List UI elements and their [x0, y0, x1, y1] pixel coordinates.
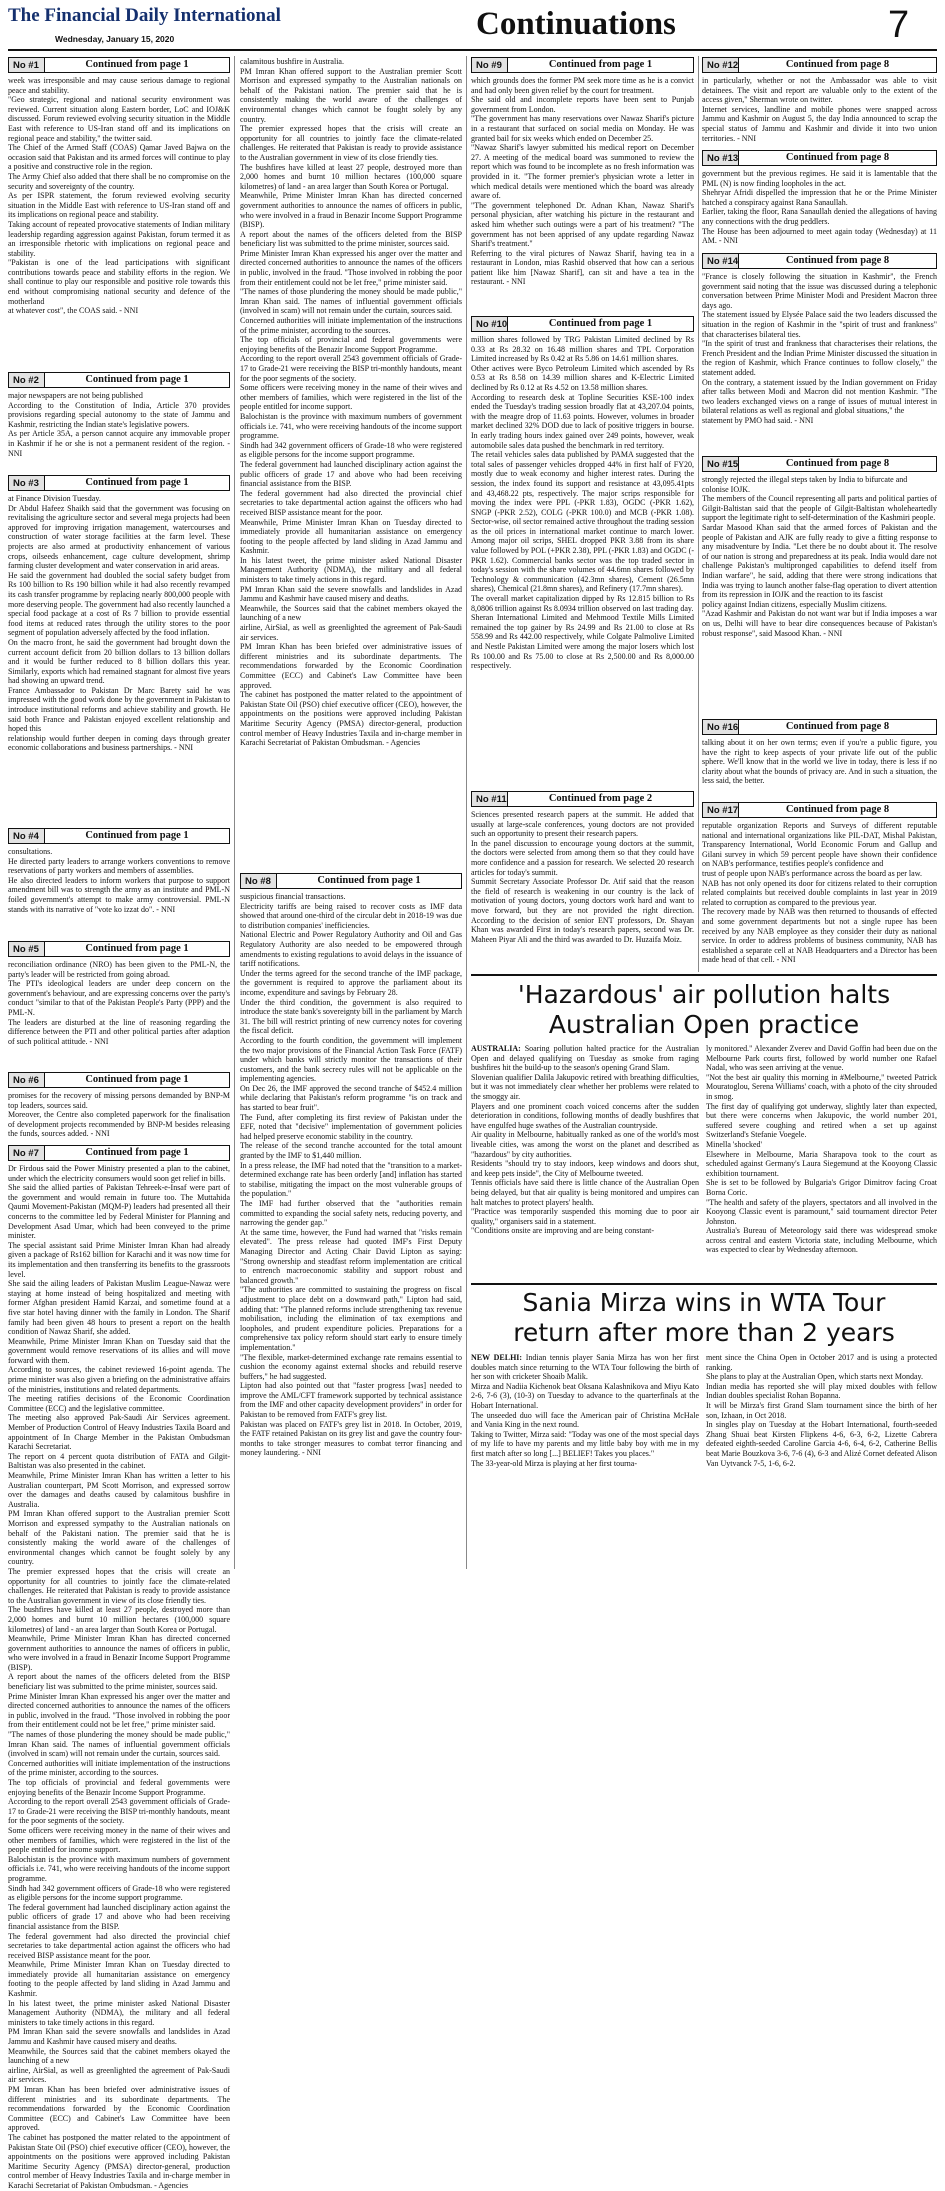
- continuation-caption: Continued from page 8: [785, 721, 890, 732]
- story-headline: [471, 1288, 937, 1348]
- continuation-caption: Continued from page 1: [85, 374, 189, 385]
- continuation-text: reputable organization Reports and Surveys of different reputable national and international organizations like PIL-DAT, Mishal Pakistan, Transparency International, World Economic Forum and Gallup and Gilani survey in which 59 percent people have shown their confidence on NAB's performance, testifies people's confidence and trust of people upon NAB's performance across the board as per law. NAB has not only opened its door for citizens related to their corruption related complaints but received double complaints in last year in 2019 related to corruption as compared to the previous year. The recovery made by NAB was then returned to thousands of effected and some government departments but not a single rupee has been received by any NAB employee as they consider their duty as national service. In order to address problems of business community, NAB has established a separate cell at NAB Headquarters and a Director has been made head of that cell. - NNI: [702, 821, 937, 965]
- continuation-block: [8, 475, 230, 822]
- continuation-block: [471, 316, 694, 785]
- continuation-block: [8, 1145, 230, 2190]
- continuation-header: [240, 873, 462, 889]
- continuation-text: talking about it on her own terms; even if you're a public figure, you have the right to keep aspects of your private life out of the public sphere. We'll know that in the world we live in today, there is less if no clarity about what the bounds of privacy are. And in such a situation, the less said, the better.: [702, 738, 937, 786]
- continuation-text: promises for the recovery of missing persons demanded by BNP-M top leaders, sources said. Moreover, the Centre also completed paperwork for the finalisation of development projects recommended by BNP-M besides releasing the funds, sources added. - NNI: [8, 1091, 230, 1139]
- continuation-text: major newspapers are not being published According to the Constitution of India, Article 370 provides provisions regarding special autonomy to the state of Jammu and Kashmir, restricting the Indian state's legislative powers. As per Article 35A, a person cannot acquire any immovable proper in Kashmir if he or she is not a permanent resident of the region. - NNI: [8, 391, 230, 458]
- continuation-text: consultations. He directed party leaders to arrange workers conventions to remove reservations of party workers and members of assemblies. He also directed leaders to inform workers that purpose to support amendment bill was to strength the army as an institute and PML-N foiled government's attempt to make army controversial. PML-N stands with its narrative of "vote ko izzat do". - NNI: [8, 847, 230, 914]
- headline-line: return after more than 2 years: [513, 1318, 895, 1347]
- continuation-header: [471, 316, 694, 332]
- continuation-caption: Continued from page 8: [785, 152, 890, 163]
- continuation-text: strongly rejected the illegal steps taken by India to bifurcate and colonise IOJK. The members of the Council representing all parts and political parties of Gilgit-Baltistan said that the people of Gilgit-Baltistan wholeheartedly support the legitimate right to self-determination of the Kashmiri people. Sardar Masood Khan said that the armed forces of Pakistan and the people of Pakistan and AJK are fully ready to give a fitting response to any misadventure by India. "Let there be no doubt about it. The resolve of our nation is strong and preparedness at its peak. India would dare not challenge Pakistan's multipronged capabilities to defend itself from Indian warfare", he said, adding that there were strong indications that India was trying to launch another false-flag operation to divert attention from its repression in IOJK and the reaction to its fascist policy against Indian citizens, especially Muslim citizens. "Azad Kashmir and Pakistan do not want war but if India imposes a war on us, Delhi will have to bear dire consequences because of Pakistan's robust response", said Masood Khan. - NNI: [702, 475, 937, 638]
- continuation-text: at Finance Division Tuesday. Dr Abdul Hafeez Shaikh said that the government was focusing on revitalising the agriculture sector and several mega projects had been approved for improving irrigation management, watercourses and construction of water storage facilities at the farm level. These projects are also armed at productivity enhancement of various crops, oilseeds enhancement, cage culture development, shrimp farming cluster development and water conservation in arid areas. He said the government had doubled the social safety budget from Rs 100 billion to Rs 190 billion while it had also recently revamped its cash transfer programme by replacing nearly 800,000 people with more deserving people. The government had also recently launched a special food package at a cost of Rs 7 billion to provide essential food items at reduced rates through the utility stores to the poor segment of population adversely affected by the food inflation. On the macro front, he said the government had brought down the current account deficit from 20 billion dollars to 13 billion dollars and it would be further reduced to 8 billion dollars this year. Similarly, exports which had remained stagnant for almost five years had showing an upward trend. France Ambassador to Pakistan Dr Marc Barety said he was impressed with the good work done by the government in Pakistan to introduce institutional reforms and achieve stability and growth. He said both France and Pakistan enjoyed excellent relationship and hoped this relationship would further deepen in coming days through greater economic collaborations and business partnerships. - NNI: [8, 494, 230, 753]
- continuation-header: [8, 941, 230, 957]
- continuation-block: [471, 791, 694, 970]
- continuation-header: [702, 802, 937, 818]
- continuation-caption: Continued from page 8: [785, 458, 890, 469]
- continuation-header: [702, 253, 937, 269]
- continuation-block: [702, 57, 937, 144]
- continuation-block: [702, 802, 937, 991]
- continuation-header: [8, 475, 230, 491]
- continuation-header: [8, 57, 230, 73]
- story-column: [471, 1353, 699, 1571]
- continuation-number: No #11: [472, 792, 508, 806]
- newspaper-brand: The Financial Daily International: [8, 5, 281, 26]
- continuation-number: No #13: [703, 151, 739, 165]
- continuation-number: No #10: [472, 317, 508, 331]
- continuation-header: [702, 456, 937, 472]
- continuation-caption: Continued from page 1: [85, 1074, 189, 1085]
- continuation-header: [702, 57, 937, 73]
- continuation-block: [8, 941, 230, 1066]
- story-column: ly monitored." Alexander Zverev and David Goffin had been due on the Melbourne Park courts first, followed by world number one Rafael Nadal, who was seen arriving at the venue. "Not the best air quality this morning in #Melbourne," tweeted Patrick Mouratoglou, Serena Williams' coach, with a photo of the city shrouded in smog. The first day of qualifying got underway, slightly later than expected, but there were concerns when Jakupovic, the world number 201, suffered severe coughing and retired when a set up against Switzerland's Stefanie Voegele. Minella 'shocked' Elsewhere in Melbourne, Maria Sharapova took to the court as scheduled against Germany's Laura Siegemund at the Kooyong Classic exhibition tournament. She is set to be followed by Bulgaria's Grigor Dimitrov facing Croat Borna Coric. "The health and safety of the players, spectators and all involved in the Kooyong Classic event is paramount," said tournament director Peter Johnston. Australia's Bureau of Meteorology said there was widespread smoke across central and eastern Victoria state, including Melbourne, which was expected to clear by Wednesday afternoon.: [706, 1044, 937, 1255]
- continuation-caption: Continued from page 2: [548, 793, 653, 804]
- continuation-number: No #12: [703, 58, 739, 72]
- continuation-text: Sciences presented research papers at the summit. He added that usually at large-scale conferences, young doctors are not provided such an opportunity to present their research papers. In the panel discussion to encourage young doctors at the summit, the doctors were selected from among them so that they could have more confidence and a passion for research. We selected 20 research articles for today's summit. Summit Secretary Associate Professor Dr. Atif said that the reason the field of research is weakening in our country is the lack of motivation of young doctors, young doctors work hard and want to move forward, but they are not provided the right direction. According to the decision of senior ENT professors, Dr. Shayan Khan was awarded First in today's research papers, second was Dr. Maheen Piyar Ali and the third was awarded to Dr. Huzaifa Moiz.: [471, 810, 694, 944]
- continuation-block: [702, 253, 937, 450]
- continuation-number: No #9: [472, 58, 508, 72]
- headline-line: Australian Open practice: [548, 1010, 860, 1039]
- continuation-number: No #2: [9, 373, 45, 387]
- continuation-caption: Continued from page 1: [85, 477, 189, 488]
- continuation-caption: Continued from page 1: [548, 318, 653, 329]
- continuation-number: No #17: [703, 803, 739, 817]
- continuation-caption: Continued from page 1: [548, 59, 653, 70]
- continuation-number: No #14: [703, 254, 739, 268]
- continuation-caption: Continued from page 8: [785, 804, 890, 815]
- continuation-block: [8, 57, 230, 366]
- continuation-text: "France is closely following the situation in Kashmir", the French government said noting that the issue was discussed during a telephonic conversation between Prime Minister Modi and President Macron three days ago. The statement issued by Elysée Palace said the two leaders discussed the situation in the region of Kashmir in the "spirit of trust and frankness" that characterises bilateral ties. "In the spirit of trust and frankness that characterises their relations, the French President and the Indian Prime Minister discussed the situation in the region of Kashmir, which France continues to follow closely," the statement added. On the contrary, a statement issued by the Indian government on Friday after talks between Modi and Macron did not mention Kashmir. "The two leaders exchanged views on a range of issues of mutual interest in bilateral relations as well as regional and global situations," the statement by PMO had said. - NNI: [702, 272, 937, 425]
- continuation-header: [8, 1072, 230, 1088]
- continuation-block: [8, 372, 230, 469]
- continuation-text: government but the previous regimes. He said it is lamentable that the PML (N) is now finding loopholes in the act. Shehryar Afridi dispelled the impression that he or the Prime Minister hatched a conspiracy against Rana Sanaullah. Earlier, taking the floor, Rana Sanaullah denied the allegations of having any connections with the drug peddlers. The House has been adjourned to meet again today (Wednesday) at 11 AM. - NNI: [702, 169, 937, 246]
- story-rule: [471, 1283, 937, 1285]
- story-text: Soaring pollution halted practice for the Australian Open and delayed qualifying on Tuesday as smoke from raging bushfires hit the build-up to the season's opening Grand Slam. Slovenian qualifier Dalila Jakupovic retired with breathing difficulties, but it was not immediately clear whether her problems were related to the smoggy air. Players and one prominent coach voiced concerns after the sudden deterioration in conditions, following months of deadly bushfires that have engulfed huge swathes of the Australian countryside. Air quality in Melbourne, habitually ranked as one of the world's most liveable cities, was among the worst on the planet and described as "hazardous" by city authorities. Residents "should try to stay indoors, keep windows and doors shut, and keep pets inside", the City of Melbourne tweeted. Tennis officials have said there is little chance of the Australian Open being delayed, but that air quality is being monitored and umpires can halt matches to protect players' health. "Practice was temporarily suspended this morning due to poor air quality," organisers said in a statement. "Conditions onsite are improving and are being constant-: [471, 1044, 699, 1236]
- continuation-number: No #8: [241, 874, 277, 888]
- continuation-number: No #5: [9, 942, 45, 956]
- headline-line: 'Hazardous' air pollution halts: [517, 980, 891, 1009]
- continuation-caption: Continued from page 1: [317, 875, 421, 886]
- continuation-header: [8, 1145, 230, 1161]
- continuation-block: [702, 150, 937, 247]
- continuation-number: No #4: [9, 829, 45, 843]
- continuation-caption: Continued from page 1: [85, 1147, 189, 1158]
- headline-line: Sania Mirza wins in WTA Tour: [522, 1288, 886, 1317]
- column-3: [471, 57, 694, 969]
- story-column: ment since the China Open in October 2017 and is using a protected ranking. She plans to play at the Australian Open, which starts next Monday. Indian media has reported she will play mixed doubles with fellow Indian doubles specialist Rohan Bopanna. It will be Mirza's first Grand Slam tournament since the birth of her son, Izhaan, in Oct 2018. In singles play on Tuesday at the Hobart International, fourth-seeded Zhang Shuai beat Kirsten Flipkens 4-6, 6-3, 6-2, Lizette Cabrera defeated eighth-seeded Caroline Garcia 4-6, 6-4, 6-2, Catherine Bellis beat Marie Bouzkova 3-6, 7-6 (4), 6-3 and Alizé Cornet defeated Alison Van Uytvanck 7-5, 1-6, 6-2.: [706, 1353, 937, 1468]
- continuation-number: No #15: [703, 457, 739, 471]
- issue-date: Wednesday, January 15, 2020: [55, 34, 175, 44]
- story-dateline: NEW DELHI:: [471, 1353, 523, 1362]
- continuation-caption: Continued from page 8: [785, 255, 890, 266]
- section-title: Continuations: [476, 6, 676, 42]
- continuation-number: No #16: [703, 720, 739, 734]
- story-text: Indian tennis player Sania Mirza has won her first doubles match since returning to the WTA Tour following the birth of her son with cricketer Shoaib Malik. Mirza and Nadiia Kichenok beat Oksana Kalashnikova and Miyu Kato 2-6, 7-6 (3), (10-3) on Tuesday to advance to the quarterfinals at the Hobart International. The unseeded duo will face the American pair of Christina McHale and Vania King in the next round. Taking to Twitter, Mirza said: "Today was one of the most special days of my life to have my parents and my little baby boy with me in my first match after so long [...] BELIEF! Takes you places." The 33-year-old Mirza is playing at her first tourna-: [471, 1353, 700, 1468]
- continuation-number: No #3: [9, 476, 45, 490]
- continuation-header: [702, 150, 937, 166]
- column-divider: [466, 56, 467, 1569]
- continuation-text: week was irresponsible and may cause serious damage to regional peace and stability. "Geo strategic, regional and national security environment was reviewed. Current situation along Eastern border, LoC and IOJ&K discussed. Forum reviewed evolving security situation in the Middle East with reference to US-Iran stand off and its implications on regional peace and stability," the twitter said. The Chief of the Armed Staff (COAS) Qamar Javed Bajwa on the occasion said that Pakistan and its armed forces will continue to play a positive and constructive role in the region. The Army Chief also added that there shall be no compromise on the security and sovereignty of the country. As per ISPR statement, the forum reviewed evolving security situation in the Middle East with reference to US-Iran stand off and its implications on regional peace and stability. Taking account of repeated provocative statements of Indian military leadership regarding aggression against Pakistan, forum termed it as an irresponsible rhetoric with implications on regional peace and stability. "Pakistan is one of the lead participations with significant contributions towards peace and stability efforts in the region. We shall continue to play our responsible and positive role towards this end without compromising national security and defence of the motherland at whatever cost", the COAS said. - NNI: [8, 76, 230, 316]
- column-1: [8, 57, 230, 2190]
- continuation-text: suspicious financial transactions. Electricity tariffs are being raised to recover costs as IMF data showed that around one-third of the circular debt in 2018-19 was due to distribution companies' inefficiencies. National Electric and Power Regulatory Authority and Oil and Gas Regulatory Authority are also needed to be empowered through amendments to existing regulations to avoid delays in the issuance of tariff notifications. Under the terms agreed for the second tranche of the IMF package, the government is required to approve the parliament about its income, expenditure and savings by February 28. Under the third condition, the government is also required to introduce the state bank's sovereignty bill in the parliament by March 31. The bill will restrict printing of new currency notes for covering the fiscal deficit. According to the fourth condition, the government will implement the two major provisions of the Financial Action Task Force (FATF) under which banks will strictly monitor the transactions of their customers, and the bank secrecy rules will not be applicable on the implementing agencies. On Dec 26, the IMF approved the second tranche of $452.4 million while declaring that Pakistan's reform programme "is on track and has started to bear fruit". The Fund, after completing its first review of Pakistan under the EFF, noted that "decisive" implementation of government policies had helped preserve economic stability in the country. The release of the second tranche accounted for the total amount granted by the IMF to $1,440 million. In a press release, the IMF had noted that the "transition to a market-determined exchange rate has been orderly [and] inflation has started to stabilise, mitigating the impact on the most vulnerable groups of the population." The IMF had further observed that the "authorities remain committed to expanding the social safety nets, reducing poverty, and narrowing the gender gap." At the same time, however, the Fund had warned that "risks remain elevated". The press release had quoted IMF's First Deputy Managing Director and Acting Chair David Lipton as saying: "Strong ownership and steadfast reform implementation are critical to entrench macroeconomic stability and support robust and balanced growth." "The authorities are committed to sustaining the progress on fiscal adjustment to place debt on a downward path," Lipton had said, adding that: "The planned reforms include strengthening tax revenue mobilisation, including the elimination of tax exemptions and loopholes, and prudent expenditure policies. Preparations for a comprehensive tax policy reform should start early to ensure timely implementation." "The flexible, market-determined exchange rate remains essential to cushion the economy against external shocks and rebuild reserve buffers," he had suggested. Lipton had also pointed out that "faster progress [was] needed to improve the AML/CFT framework supported by technical assistance from the IMF and other capacity development providers" in order for Pakistan to be removed from FATF's grey list. Pakistan was placed on FATF's grey list in 2018. In October, 2019, the FATF retained Pakistan on its grey list and gave the country four-months to take stronger measures to combat terror financing and money laundering. - NNI: [240, 892, 462, 1458]
- continuation-caption: Continued from page 1: [85, 943, 189, 954]
- continuation-number: No #7: [9, 1146, 45, 1160]
- continuation-text: Dr Firdous said the Power Ministry presented a plan to the cabinet, under which the electricity consumers would soon get relief in bills. She said the allied parties of Pakistan Tehreek-e-Insaf were part of the government and would remain in future too. The Muttahida Qaumi Movement-Pakistan (MQM-P) leaders had presented all their concerns to the committee led by Federal Minister for Planning and Development Asad Umar, which had been conveyed to the prime minister. The special assistant said Prime Minister Imran Khan had already given a package of Rs162 billion for Karachi and it was now time for its implementation and then transferring its benefits to the grassroots level. She said the ailing leaders of Pakistan Muslim League-Nawaz were staying at home instead of being hospitalized and meeting with former Afghan president Hamid Karzai, and sometime found at a five star hotel having dinner with the family in London. The Sharif family had been given 48 hours to present a report on the health condition of Nawaz Sharif, she added. Meanwhile, Prime Minister Imran Khan on Tuesday said that the government would remove reservations of its allies and will move forward with them. According to sources, the cabinet reviewed 16-point agenda. The prime minister was also given a briefing on the administrative affairs of the ministries, institutions and related departments. The meeting ratifies decisions of the Economic Coordination Committee (ECC) and the legislative committee. The meeting also approved Pak-Saudi Air Services agreement. Member of Production Control of Heavy Industries Taxila Board and appointment of In Charge Member in the Pakistan Ombudsman Karachi Secretariat. The report on 4 percent quota distribution of FATA and Gilgit-Baltistan was also presented in the cabinet. Meanwhile, Prime Minister Imran Khan has written a letter to his Australian counterpart, PM Scott Morrison, and expressed sorrow over the damages and deaths caused by calamitous bushfire in Australia. PM Imran Khan offered support to the Australian premier Scott Morrison and expressed sympathy to the Australian nationals on behalf of the Pakistani nation. The premier said that he is consistently making the world aware of the challenges of environmental changes which cannot be fought solely by any country. The premier expressed hopes that the crisis will create an opportunity for all countries to jointly face the climate-related challenges. He reiterated that Pakistan is ready to provide assistance to the Australian government in view of its close friendly ties. The bushfires have killed at least 27 people, destroyed more than 2,000 homes and burnt 10 million hectares (100,000 square kilometres) of land - an area larger than South Korea or Portugal. Meanwhile, Prime Minister Imran Khan has directed concerned government authorities to announce the names of officers in public, who were involved in a fraud in Benazir Income Support Programme (BISP). A report about the names of the officers deleted from the BISP beneficiary list was submitted to the prime minister, sources said. Prime Minister Imran Khan expressed his anger over the matter and directed concerned authorities to announce the names of the officers in public, involved in the fraud. "Those involved in robbing the poor from their entitlement could not be let free," prime minister said. "The names of those plundering the money should be made public," Imran Khan said. The names of influential government officials (involved in scam) will not remain under the curtain, sources said. Concerned authorities will initiate implementation of the instructions of the prime minister, according to the sources. The top officials of provincial and federal governments were enjoying benefits of the Benazir Income Support Programme. According to the report overall 2543 government officials of Grade-17 to Grade-21 were receiving the BISP tri-monthly handouts, meant for the poor segments of the society. Some officers were receiving money in the name of their wives and other members of families, which were registered in the list of the people entitled for income support. Balochistan is the province with maximum numbers of government officials i.e. 741, who were receiving handouts of the income support programme. Sindh had 342 government officers of Grade-18 who were registered as eligible persons for the income support programme. The federal government had launched disciplinary action against the public officers of grade 17 and above who had been receiving financial assistance from the BISP. The federal government had also directed the provincial chief secretaries to take departmental action against the officers who had received BISP assistance meant for the poor. Meanwhile, Prime Minister Imran Khan on Tuesday directed to immediately provide all humanitarian assistance on emergency footing to the people affected by land sliding in Azad Jammu and Kashmir. In his latest tweet, the prime minister asked National Disaster Management Authority (NDMA), the military and all federal ministers to take timely actions in this regard. PM Imran Khan said the severe snowfalls and landslides in Azad Jammu and Kashmir have caused misery and deaths. Meanwhile, the Sources said that the cabinet members okayed the launching of a new airline, AirSial, as well as greenlighted the agreement of Pak-Saudi air services. PM Imran Khan has been briefed over administrative issues of different ministries and its subordinate departments. The recommendations forwarded by the Economic Coordination Committee (ECC) and Cabinet's Law Committee have been approved. The cabinet has postponed the matter related to the appointment of Pakistan State Oil (PSO) chief executive officer (CEO), however, the appointments on the positions were approved including Pakistan Maritime Security Agency (PMSA) director-general, production control member of Heavy Industries Taxila and in-charge member in Karachi Secretariat of Pakistan Ombudsman. - Agencies: [8, 1164, 230, 2190]
- page-number: 7: [888, 4, 910, 46]
- continuation-block: [702, 719, 937, 796]
- continuation-caption: Continued from page 1: [85, 830, 189, 841]
- continuation-text: reconciliation ordinance (NRO) has been given to the PML-N, the party's leader will be restricted from going abroad. The PTI's ideological leaders are under deep concern on the government's behaviour, and are expressing concerns over the party's conduct "similar to that of the Pakistan People's Party (PPP) and the PML-N. The leaders are disturbed at the line of reasoning regarding the difference between the PTI and other political parties after adaption of such political attitude. - NNI: [8, 960, 230, 1046]
- masthead-rule: [8, 49, 937, 51]
- continuation-text: million shares followed by TRG Pakistan Limited declined by Rs 0.33 at Rs 28.32 on 16.48 million shares and TPL Corporation Limited increased by Rs 0.42 at Rs 5.86 on 14.61 million shares. Other actives were Byco Petroleum Limited which ascended by Rs 0.53 at Rs 8.58 on 14.39 million shares and K-Electric Limited declined by Rs 0.12 at Rs 4.52 on 13.58 million shares. According to research desk at Topline Securities KSE-100 index ended the Tuesday's trading session broadly flat at 43,207.04 points, with the meagre drop of 11.63 points. However, volumes in broader market declined 32% DOD due to lack of positive triggers in bourse. In early trading hours index gained over 249 points, however, weak automobile sales data pushed the benchmark in red territory. The retail vehicles sales data published by PAMA suggested that the total sales of passenger vehicles dropped 44% in first half of FY20, mostly due to weak economy and higher interest rates. During the session, the index found its support and resistance at 43,095.41pts and 43,468.22 pts, respectively. The major scrips responsible for moving the index were PPL (-PKR 1.83), OGDC (-PKR 1.62), SNGP (-PKR 2.52), COLG (-PKR 100.0) and MCB (-PKR 1.08). Sector-wise, oil sector remained active throughout the trading session as the oil prices in international market continue to march lower. Among major oil scrips, SHEL dropped PKR 3.88 from its share value followed by POL (+PKR 2.38), PPL (-PKR 1.83) and OGDC (-PKR 1.62). Commercial banks sector was the top traded sector in today's session with the share volumes of 44.6mn shares followed by Technology & communication (42.3mn shares), Cement (26.5mn shares), Chemical (21.8mn shares), and Refinery (17.7mn shares). The overall market capitalization dipped by Rs 12.815 billion to Rs 8,0806 trillion against Rs 8.0934 trillion observed on last trading day. Sheran International Limited and Mehmood Textile Mills Limited remained the top gainer by Rs 24.99 and Rs 21.00 to close at Rs 558.99 and Rs 442.00 respectively, while Colgate Palmolive Limited and Nestle Pakistan Limited were among the major losers which lost Rs 100.00 and Rs 75.00 to close at Rs 2,500.00 and Rs 8,000.00 respectively.: [471, 335, 694, 671]
- story-dateline: AUSTRALIA:: [471, 1044, 521, 1053]
- continuation-header: [8, 828, 230, 844]
- continuation-block: [8, 828, 230, 935]
- continuation-caption: Continued from page 8: [785, 59, 890, 70]
- column-divider: [234, 56, 235, 1569]
- column-divider: [698, 56, 699, 972]
- continuation-text: which grounds does the former PM seek more time as he is a convict and had only been given relief by the court for treatment. She said old and incomplete reports have been sent to Punjab government from London. "The government has many reservations over Nawaz Sharif's picture in a restaurant that surfaced on social media on Monday. He was granted bail for six weeks which ended on December 25. "Nawaz Sharif's lawyer submitted his medical report on December 27. A meeting of the medical board was summoned to review the report which was found to be incomplete as no fresh information was provided in it. "The former premier's physician wrote a letter in which medical details were mentioned which the board was already aware of. "The government telephoned Dr. Adnan Khan, Nawaz Sharif's personal physician, after watching his picture in the restaurant and asked him whether such outings were a part of his treatment? "The government has not been apprised of any update regarding Nawaz Sharif's treatment." Referring to the viral pictures of Nawaz Sharif, having tea in a restaurant in London, mias Rashid observed that how can a serious patient like him [Nawaz Sharif], can sit and have a tea in the restaurant. - NNI: [471, 76, 694, 287]
- continuation-header: [471, 57, 694, 73]
- continuation-block: [702, 456, 937, 713]
- continuation-caption: Continued from page 1: [85, 59, 189, 70]
- story-rule: [471, 974, 937, 976]
- continuation-text: in particularly, whether or not the Ambassador was able to visit detainees. The visit and report are valuable only to the extent of the access given," Sherman wrote on twitter. Internet services, landline and mobile phones were snapped across Jammu and Kashmir on August 5, the day India announced to scrap the special status of Jammu and Kashmir and divide it into two union territories. - NNI: [702, 76, 937, 143]
- continuation-number: No #1: [9, 58, 45, 72]
- continuation-block: [471, 57, 694, 310]
- column-4: [702, 57, 937, 969]
- continuation-block: [8, 1072, 230, 1139]
- story-headline: [471, 980, 937, 1040]
- story-column: [471, 1044, 699, 1278]
- continuation-header: [702, 719, 937, 735]
- column-2: [240, 57, 462, 1571]
- continuation-header: [8, 372, 230, 388]
- continuation-header: [471, 791, 694, 807]
- continuation-text-overflow: calamitous bushfire in Australia. PM Imran Khan offered support to the Australian premier Scott Morrison and expressed sympathy to the Australian nationals on behalf of the Pakistani nation. The premier said that he is consistently making the world aware of the challenges of environmental changes which cannot be fought solely by any country. The premier expressed hopes that the crisis will create an opportunity for all countries to jointly face the climate-related challenges. He reiterated that Pakistan is ready to provide assistance to the Australian government in view of its close friendly ties. The bushfires have killed at least 27 people, destroyed more than 2,000 homes and burnt 10 million hectares (100,000 square kilometres) of land - an area larger than South Korea or Portugal. Meanwhile, Prime Minister Imran Khan has directed concerned government authorities to announce the names of officers in public, who were involved in a fraud in Benazir Income Support Programme (BISP). A report about the names of the officers deleted from the BISP beneficiary list was submitted to the prime minister, sources said. Prime Minister Imran Khan expressed his anger over the matter and directed concerned authorities to announce the names of the officers in public, involved in the fraud. "Those involved in robbing the poor from their entitlement could not be let free," prime minister said. "The names of those plundering the money should be made public," Imran Khan said. The names of influential government officials (involved in scam) will not remain under the curtain, sources said. Concerned authorities will initiate implementation of the instructions of the prime minister, according to the sources. The top officials of provincial and federal governments were enjoying benefits of the Benazir Income Support Programme. According to the report overall 2543 government officials of Grade-17 to Grade-21 were receiving the BISP tri-monthly handouts, meant for the poor segments of the society. Some officers were receiving money in the name of their wives and other members of families, which were registered in the list of the people entitled for income support. Balochistan is the province with maximum numbers of government officials i.e. 741, who were receiving handouts of the income support programme. Sindh had 342 government officers of Grade-18 who were registered as eligible persons for the income support programme. The federal government had launched disciplinary action against the public officers of grade 17 and above who had been receiving financial assistance from the BISP. The federal government had also directed the provincial chief secretaries to take departmental action against the officers who had received BISP assistance meant for the poor. Meanwhile, Prime Minister Imran Khan on Tuesday directed to immediately provide all humanitarian assistance on emergency footing to the people affected by land sliding in Azad Jammu and Kashmir. In his latest tweet, the prime minister asked National Disaster Management Authority (NDMA), the military and all federal ministers to take timely actions in this regard. PM Imran Khan said the severe snowfalls and landslides in Azad Jammu and Kashmir have caused misery and deaths. Meanwhile, the Sources said that the cabinet members okayed the launching of a new airline, AirSial, as well as greenlighted the agreement of Pak-Saudi air services. PM Imran Khan has been briefed over administrative issues of different ministries and its subordinate departments. The recommendations forwarded by the Economic Coordination Committee (ECC) and Cabinet's Law Committee have been approved. The cabinet has postponed the matter related to the appointment of Pakistan State Oil (PSO) chief executive officer (CEO), however, the appointments on the positions were approved including Pakistan Maritime Security Agency (PMSA) director-general, production control member of Heavy Industries Taxila and in-charge member in Karachi Secretariat of Pakistan Ombudsman. - Agencies: [240, 57, 462, 748]
- continuation-number: No #6: [9, 1073, 45, 1087]
- continuation-block: [240, 873, 462, 1564]
